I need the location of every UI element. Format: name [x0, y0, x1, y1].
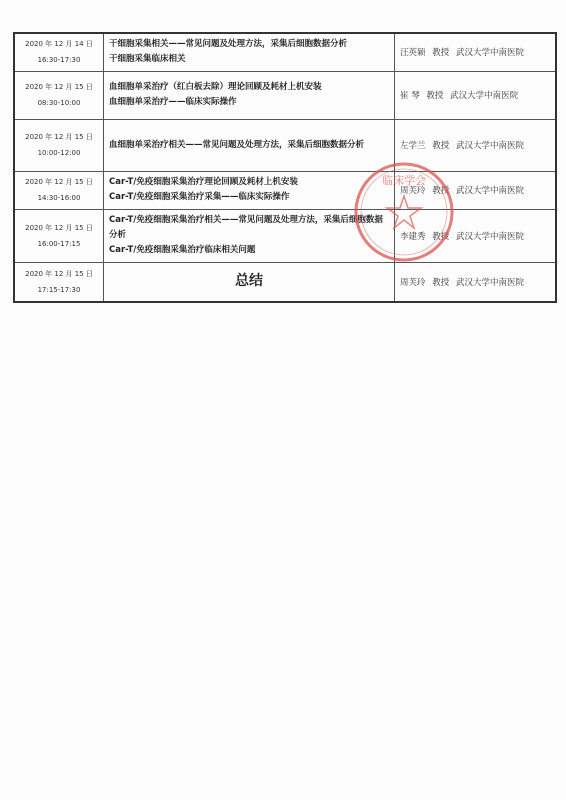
session-topic — [104, 209, 395, 262]
speaker-name: 李建秀 — [400, 231, 426, 242]
session-speaker — [395, 209, 557, 262]
session-datetime — [14, 209, 104, 262]
session-time: 10:00-12:00 — [37, 149, 81, 157]
session-speaker — [395, 119, 557, 171]
speaker-org: 武汉大学中南医院 — [455, 141, 524, 151]
session-date: 2020 年 12 月 15 日 — [25, 178, 93, 186]
table-row — [14, 171, 556, 209]
speaker-org: 武汉大学中南医院 — [455, 186, 524, 196]
session-datetime — [14, 262, 104, 302]
session-date: 2020 年 12 月 15 日 — [25, 223, 93, 232]
session-time: 14:30-16:00 — [37, 194, 81, 202]
table-row — [14, 33, 556, 71]
speaker-name: 左学兰 — [400, 141, 426, 151]
table-row — [14, 119, 556, 171]
topic-line: 血细胞单采治疗——临床实际操作 — [109, 97, 237, 107]
topic-line: 总结 — [235, 273, 263, 290]
speaker-title: 教授 — [432, 48, 450, 59]
topic-line: 血细胞单采治疗（红白板去除）理论回顾及耗材上机安装 — [109, 82, 322, 92]
speaker-name: 汪英颖 — [400, 48, 426, 59]
session-time: 08:30-10:00 — [37, 99, 81, 107]
topic-line: Car-T/免疫细胞采集治疗临床相关问题 — [109, 245, 256, 255]
topic-line: 干细胞采集临床相关 — [109, 54, 186, 65]
speaker-name: 崔 琴 — [400, 91, 420, 101]
session-time: 16:00-17:15 — [37, 239, 81, 248]
speaker-org: 武汉大学中南医院 — [455, 231, 524, 242]
speaker-title: 教授 — [432, 231, 450, 242]
speaker-name: 周芙玲 — [400, 186, 426, 196]
session-speaker — [395, 262, 557, 302]
topic-line: 干细胞采集相关——常见问题及处理方法，采集后细胞数据分析 — [109, 39, 348, 50]
session-topic-summary — [104, 262, 395, 302]
speaker-title: 教授 — [426, 91, 444, 101]
topic-line: 血细胞单采治疗相关——常见问题及处理方法，采集后细胞数据分析 — [109, 139, 365, 150]
session-datetime — [14, 71, 104, 119]
session-topic — [104, 171, 395, 209]
schedule-table — [13, 32, 557, 303]
table-row — [14, 71, 556, 119]
session-datetime — [14, 33, 104, 71]
session-date: 2020 年 12 月 15 日 — [25, 83, 93, 91]
session-datetime — [14, 119, 104, 171]
session-topic — [104, 119, 395, 171]
session-time: 17:15-17:30 — [37, 285, 81, 294]
topic-line: Car-T/免疫细胞采集治疗相关——常见问题及处理方法，采集后细胞数据分析 — [109, 215, 383, 240]
table-row — [14, 209, 556, 262]
speaker-org: 武汉大学中南医院 — [455, 277, 524, 288]
speaker-org: 武汉大学中南医院 — [455, 48, 524, 59]
session-datetime — [14, 171, 104, 209]
speaker-org: 武汉大学中南医院 — [450, 91, 519, 101]
speaker-title: 教授 — [432, 186, 450, 196]
session-topic — [104, 33, 395, 71]
session-time: 16:30-17:30 — [37, 56, 81, 65]
topic-line: Car-T/免疫细胞采集治疗采集——临床实际操作 — [109, 192, 290, 202]
session-topic — [104, 71, 395, 119]
topic-line: Car-T/免疫细胞采集治疗理论回顾及耗材上机安装 — [109, 177, 298, 187]
speaker-name: 周芙玲 — [400, 277, 426, 288]
svg-text:临床学会: 临床学会 — [382, 174, 426, 187]
table-row — [14, 262, 556, 302]
session-speaker — [395, 33, 557, 71]
speaker-title: 教授 — [432, 277, 450, 288]
session-date: 2020 年 12 月 14 日 — [25, 40, 93, 49]
session-speaker — [395, 171, 557, 209]
session-date: 2020 年 12 月 15 日 — [25, 269, 93, 278]
session-speaker — [395, 71, 557, 119]
session-date: 2020 年 12 月 15 日 — [25, 133, 93, 141]
speaker-title: 教授 — [432, 141, 450, 151]
